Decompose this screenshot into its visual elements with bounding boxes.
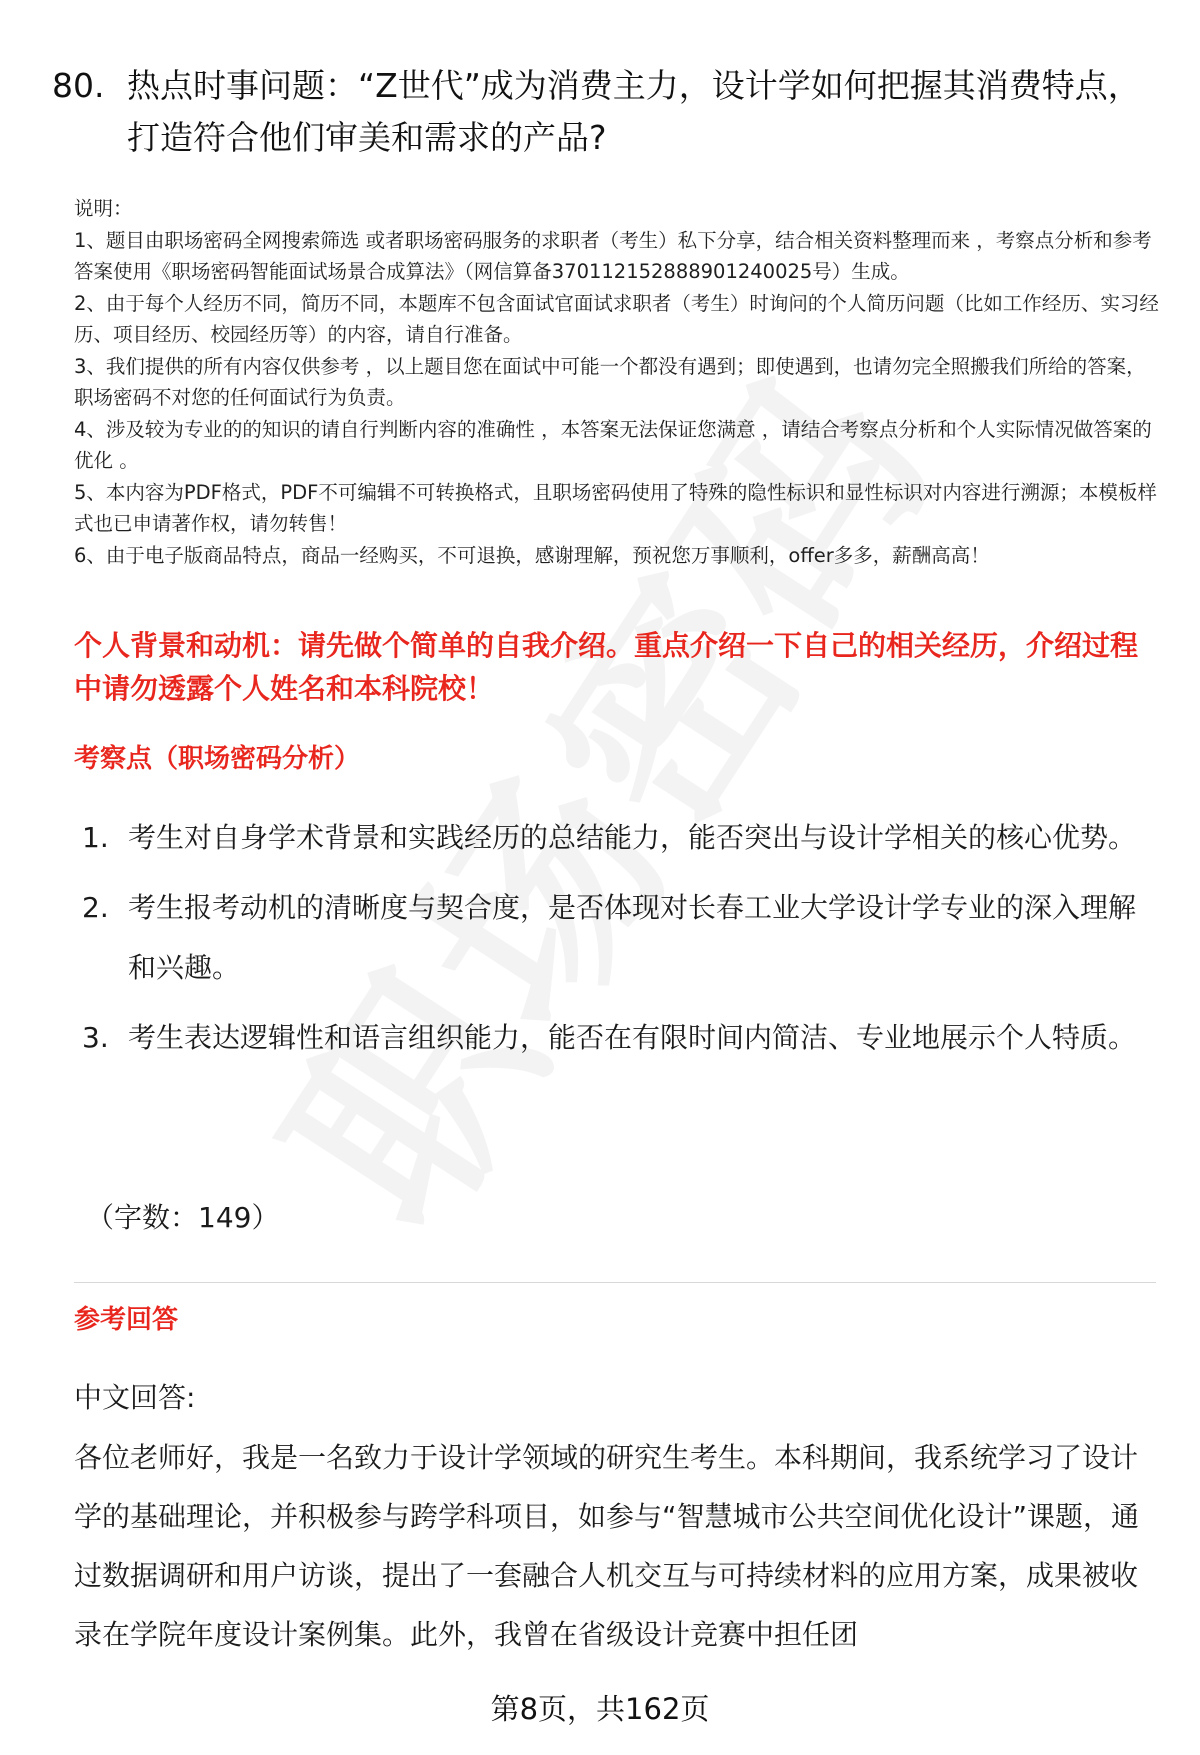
note-item: 6、由于电子版商品特点，商品一经购买，不可退换，感谢理解，预祝您万事顺利，offer多多，薪酬高高！ (74, 543, 990, 567)
points-list (82, 808, 1152, 1078)
point-text: 考生表达逻辑性和语言组织能力，能否在有限时间内简洁、专业地展示个人特质。 (128, 1021, 1137, 1054)
note-item: 3、我们提供的所有内容仅供参考 ，以上题目您在面试中可能一个都没有遇到；即使遇到，也请勿完全照搬我们所给的答案，职场密码不对您的任何面试行为负责。 (74, 354, 1146, 409)
word-count: （字数：149） (86, 1201, 280, 1234)
points-heading: 考察点（职场密码分析） (74, 744, 361, 774)
list-item (82, 878, 1152, 998)
list-item (82, 808, 1152, 868)
point-number: 2. (82, 891, 109, 924)
notes-heading: 说明： (74, 197, 133, 220)
answer-heading: 参考回答 (74, 1305, 179, 1335)
point-text: 考生对自身学术背景和实践经历的总结能力，能否突出与设计学相关的核心优势。 (128, 821, 1137, 854)
question-title (52, 60, 1152, 164)
point-number: 3. (82, 1021, 109, 1054)
question-text: 热点时事问题：“Z世代”成为消费主力，设计学如何把握其消费特点，打造符合他们审美和需求的产品? (127, 66, 1141, 157)
answer-text: 各位老师好，我是一名致力于设计学领域的研究生考生。本科期间，我系统学习了设计学的基础理论，并积极参与跨学科项目，如参与“智慧城市公共空间优化设计”课题，通过数据调研和用户访谈，提出了一套融合人机交互与可持续材料的应用方案，成果被收录在学院年度设计案例集。此外，我曾在省级设计竞赛中担任团 (74, 1441, 1140, 1651)
background-question: 个人背景和动机：请先做个简单的自我介绍。重点介绍一下自己的相关经历，介绍过程中请勿透露个人姓名和本科院校！ (74, 629, 1139, 705)
list-item (82, 1008, 1152, 1068)
page-footer: 第8页，共162页 (490, 1692, 710, 1726)
note-item: 1、题目由职场密码全网搜索筛选 或者职场密码服务的求职者（考生）私下分享，结合相关资料整理而来 ，考察点分析和参考答案使用《职场密码智能面试场景合成算法》（网信算备370112152888901240025号）生成。 (74, 228, 1152, 283)
question-number: 80. (52, 66, 105, 105)
answer-label: 中文回答: (74, 1381, 196, 1414)
point-number: 1. (82, 821, 109, 854)
note-item: 4、涉及较为专业的的知识的请自行判断内容的准确性 ，本答案无法保证您满意 ，请结合考察点分析和个人实际情况做答案的优化 。 (74, 417, 1152, 472)
point-text: 考生报考动机的清晰度与契合度，是否体现对长春工业大学设计学专业的深入理解和兴趣。 (128, 891, 1137, 984)
note-item: 5、本内容为PDF格式，PDF不可编辑不可转换格式，且职场密码使用了特殊的隐性标识和显性标识对内容进行溯源；本模板样式也已申请著作权，请勿转售！ (74, 480, 1157, 535)
section-divider (74, 1282, 1156, 1283)
note-item: 2、由于每个人经历不同，简历不同，本题库不包含面试官面试求职者（考生）时询问的个人简历问题（比如工作经历、实习经历、项目经历、校园经历等）的内容，请自行准备。 (74, 291, 1159, 346)
notes-section (74, 193, 1164, 571)
